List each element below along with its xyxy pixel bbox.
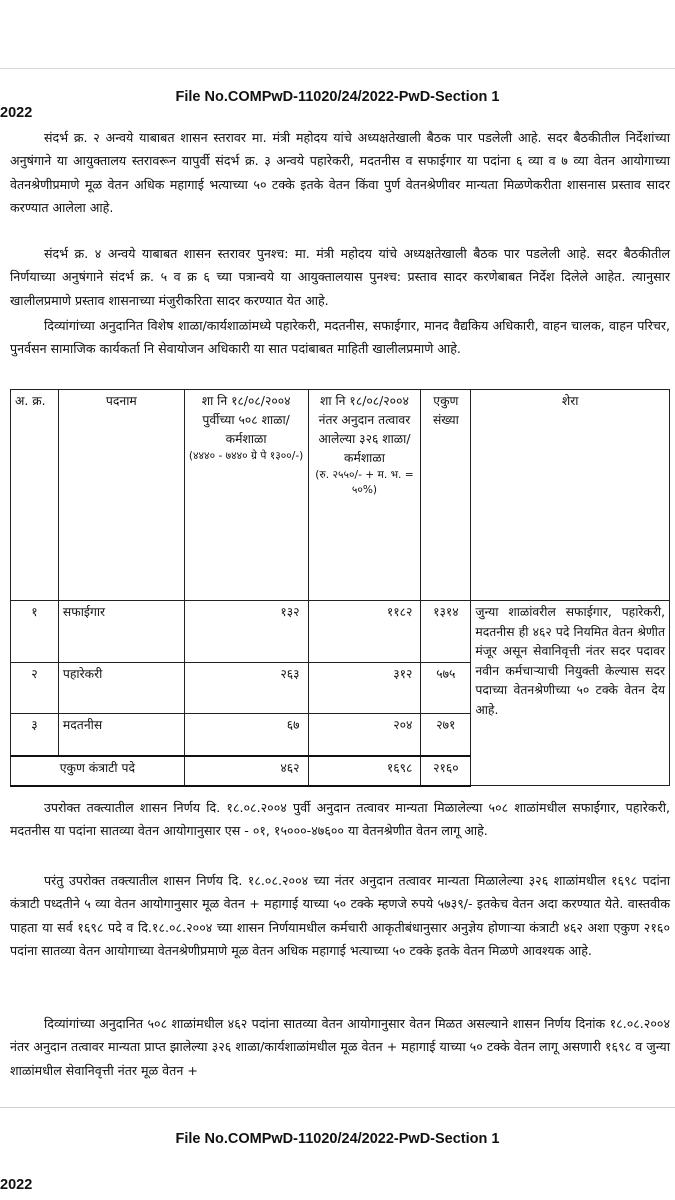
table-row (11, 601, 670, 663)
next-page-year-fragment: 2022 (0, 1177, 33, 1193)
header-serial: अ. क्र. (11, 390, 59, 601)
row-total-count: ५७५ (421, 663, 471, 714)
table-header-row (11, 390, 670, 601)
row-after-count: ३१२ (308, 663, 421, 714)
page-edge-line (0, 68, 675, 69)
header-post-name: पदनाम (58, 390, 184, 601)
total-after: १६९८ (308, 756, 421, 786)
file-number-header: File No.COMPwD-11020/24/2022-PwD-Section 1 (175, 89, 500, 105)
row-post-name: पहारेकरी (58, 663, 184, 714)
total-sum: २१६० (421, 756, 471, 786)
row-serial: १ (11, 601, 59, 663)
posts-table (10, 389, 670, 787)
header-before-2004-note: (४४४० - ७४४० ग्रे पे १३००/-) (188, 450, 304, 462)
row-total-count: २७१ (421, 714, 471, 756)
row-total-count: १३१४ (421, 601, 471, 663)
next-page-file-number: File No.COMPwD-11020/24/2022-PwD-Section 1 (175, 1131, 500, 1147)
header-after-2004 (308, 390, 421, 601)
row-before-count: २६३ (184, 663, 308, 714)
total-before: ४६२ (184, 756, 308, 786)
blank-top-area (0, 0, 675, 68)
row-serial: २ (11, 663, 59, 714)
row-after-count: २०४ (308, 714, 421, 756)
page-break-line (0, 1107, 675, 1108)
header-before-2004 (184, 390, 308, 601)
paragraph-proposal: दिव्यांगांच्या अनुदानित ५०८ शाळांमधील ४६२ पदांना सातव्या वेतन आयोगानुसार वेतन मिळत असल्याने शासन निर्णय दिनांक १८.०८.२००४ नंतर अनुदान तत्वावर मान्यता प्राप्त झालेल्या ३२६ शाळा/कार्यशाळांमधील मूळ वेतन + महागाई याच्या ५० टक्के वेतन लागू असणारी १६९८ व जुन्या शाळांमधील सेवानिवृत्ती नंतर मूळ वेतन + (10, 1016, 670, 1078)
row-serial: ३ (11, 714, 59, 756)
row-before-count: ६७ (184, 714, 308, 756)
remark-cell: जुन्या शाळांवरील सफाईगार, पहारेकरी, मदतनीस ही ४६२ पदे नियमित वेतन श्रेणीत मंजूर असून सेवानिवृत्ती नंतर सदर पदावर नवीन कर्मचाऱ्याची नियुक्ती केल्यास सदर पदाच्या वेतनश्रेणीच्या ५० टक्के वेतन देय आहे. (471, 601, 670, 786)
row-post-name: सफाईगार (58, 601, 184, 663)
header-total-count: एकुण संख्या (421, 390, 471, 601)
paragraph-contract-posts: परंतु उपरोक्त तक्त्यातील शासन निर्णय दि. १८.०८.२००४ च्या नंतर अनुदान तत्वावर मान्यता मिळालेल्या ३२६ शाळांमधील १६९८ पदांना कंत्राटी पध्दतीने ५ व्या वेतन आयोगानुसार मूळ वेतन + महागाई याच्या ५० टक्के म्हणजे रुपये ५७३९/- इतकेच वेतन अदा करण्यात येते. वास्तवीक पाहता या सर्व १६९८ पदे व दि.१८.०८.२००४ च्या शासन निर्णयामधील कर्मचारी आकृतीबंधानुसार अनुज्ञेय होणाऱ्या कंत्राटी ४६२ अशा एकुण २१६० पदांना सातव्या वेतन आयोगाच्या वेतनश्रेणीप्रमाणे मूळ वेतन अधिक महागाई भत्याच्या ५० टक्के इतके वेतन मिळणे आवश्यक आहे. (10, 873, 670, 959)
paragraph-old-schools-pay: उपरोक्त तक्त्यातील शासन निर्णय दि. १८.०८.२००४ पुर्वी अनुदान तत्वावर मान्यता मिळालेल्या ५०८ शाळांमधील सफाईगार, पहारेकरी, मदतनीस या पदांना सातव्या वेतन आयोगानुसार एस - ०१, १५०००-४७६०० या वेतनश्रेणीत वेतन लागू आहे. (10, 800, 670, 839)
header-after-2004-note: (रु. २५५०/- + म. भ. = ५०%) (315, 469, 414, 496)
header-remark: शेरा (471, 390, 670, 601)
paragraph-reference-2: संदर्भ क्र. २ अन्वये याबाबत शासन स्तरावर मा. मंत्री महोदय यांचे अध्यक्षतेखाली बैठक पार पडलेली आहे. सदर बैठकीतील निर्देशांच्या अनुषंगाने या आयुक्तालय स्तरावरून यापुर्वी संदर्भ क्र. ३ अन्वये पहारेकरी, मदतनीस व सफाईगार या पदांना ६ व्या व ७ व्या वेतन आयोगाच्या वेतनश्रेणीप्रमाणे मूळ वेतन अधिक महागाई भत्याच्या ५० टक्के इतके वेतन किंवा पुर्ण वेतनश्रेणीवर मान्यता मिळणेकरीता शासनास प्रस्ताव सादर करण्यात आलेला आहे. (10, 130, 670, 216)
header-before-2004-text: शा नि १८/०८/२००४ पुर्वीच्या ५०८ शाळा/कर्मशाळा (201, 394, 291, 446)
header-after-2004-text: शा नि १८/०८/२००४ नंतर अनुदान तत्वावर आलेल्या ३२६ शाळा/कर्मशाळा (318, 394, 411, 465)
row-before-count: १३२ (184, 601, 308, 663)
header-year-fragment: 2022 (0, 105, 33, 121)
row-after-count: ११८२ (308, 601, 421, 663)
total-label: एकुण कंत्राटी पदे (11, 756, 185, 786)
paragraph-posts-info: दिव्यांगांच्या अनुदानित विशेष शाळा/कार्यशाळांमध्ये पहारेकरी, मदतनीस, सफाईगार, मानद वैद्यकिय अधिकारी, वाहन चालक, वाहन परिचर, पुनर्वसन सामाजिक कार्यकर्ता नि सेवायोजन अधिकारी या सात पदांबाबत माहिती खालीलप्रमाणे आहे. (10, 318, 670, 357)
paragraph-reference-4: संदर्भ क्र. ४ अन्वये याबाबत शासन स्तरावर पुनश्च: मा. मंत्री महोदय यांचे अध्यक्षतेखाली बैठक पार पडलेली आहे. सदर बैठकीतील निर्णयाच्या अनुषंगाने संदर्भ क्र. ५ व क्र ६ च्या पत्रान्वये या आयुक्तालयास पुनश्च: प्रस्ताव सादर करणेबाबत निर्देश दिलेले आहेत. त्यानुसार खालीलप्रमाणे प्रस्ताव शासनाच्या मंजुरीकरिता सादर करण्यात येत आहे. (10, 246, 670, 308)
row-post-name: मदतनीस (58, 714, 184, 756)
